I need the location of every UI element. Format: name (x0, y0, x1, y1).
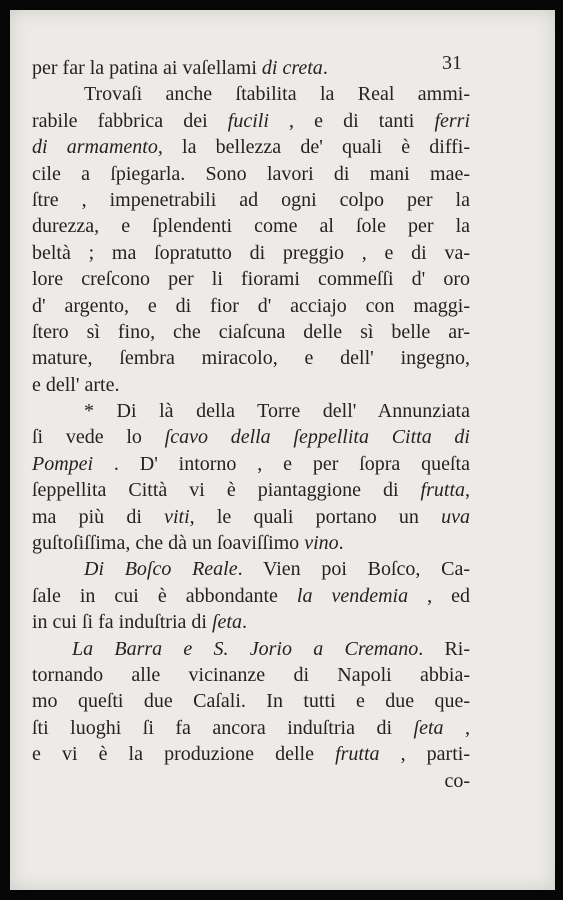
text-segment: lore creſcono per li fiorami commeſſi d' oro (32, 268, 470, 291)
text-segment: frutta (335, 743, 380, 766)
text-line (32, 345, 470, 371)
text-line (32, 451, 470, 477)
text-segment: e dell' arte. (32, 373, 120, 396)
text-segment: ſtre , impenetrabili ad ogni colpo per la (32, 188, 470, 211)
text-line (32, 134, 470, 160)
text-line (32, 424, 470, 450)
text-segment: vino (304, 532, 339, 555)
text-segment: durezza, e ſplendenti come al ſole per la (32, 215, 470, 238)
text-line (32, 609, 470, 635)
text-segment: Trovaſi anche ſtabilita la Real ammi- (84, 83, 470, 106)
text-segment: Pompei (32, 452, 94, 475)
text-line (32, 293, 470, 319)
book-page (10, 10, 555, 890)
text-segment: ſeta (413, 716, 444, 739)
text-segment: per far la patina ai vaſellami (32, 57, 262, 79)
text-segment: cile a ſpiegarla. Sono lavori di mani mae- (32, 162, 470, 185)
text-line (32, 187, 470, 213)
text-segment: ſeta (211, 611, 242, 634)
text-segment: rabile fabbrica dei (32, 109, 228, 132)
text-line (32, 81, 470, 107)
text-segment: mo queſti due Caſali. In tutti e due que- (32, 690, 470, 713)
text-segment: ſeppellita Città vi è piantaggione di (32, 479, 421, 502)
text-segment: in cui ſi fa induſtria di (32, 611, 212, 634)
text-segment: ſtero sì fino, che ciaſcuna delle sì belle ar- (32, 320, 470, 343)
text-line (32, 504, 470, 530)
text-segment: d' argento, e di fior d' acciajo con maggi- (32, 294, 470, 317)
text-line (32, 55, 470, 81)
text-segment: viti (164, 505, 190, 528)
text-segment: , (465, 479, 470, 502)
text-line (32, 636, 470, 662)
text-segment: , le quali portano un (189, 505, 442, 528)
text-segment: mature, ſembra miracolo, e dell' ingegno, (32, 347, 470, 370)
text-segment: La Barra e S. Jorio a Cremano (72, 637, 419, 660)
text-line (32, 266, 470, 292)
text-segment: . Ri- (418, 637, 471, 660)
text-segment: . (322, 57, 328, 79)
text-segment: ſcavo della ſeppellita Citta di (164, 426, 470, 449)
text-segment: guſtoſiſſima, che dà un ſoaviſſimo (32, 532, 305, 555)
text-segment: di creta (261, 57, 323, 79)
text-segment: , la bellezza de' quali è diffi- (157, 136, 470, 159)
text-line (32, 319, 470, 345)
text-segment: uva (441, 505, 470, 528)
text-segment: * Di là della Torre dell' Annunziata (84, 400, 470, 423)
text-segment: , parti- (379, 743, 470, 766)
text-segment: e vi è la produzione delle (32, 743, 336, 766)
text-line (32, 556, 470, 582)
text-line (32, 715, 470, 741)
text-line (32, 161, 470, 187)
text-line (32, 372, 470, 398)
text-line (32, 688, 470, 714)
text-segment: tornando alle vicinanze di Napoli abbia- (32, 663, 470, 686)
text-segment: ſti luoghi ſi fa ancora induſtria di (32, 716, 414, 739)
text-line (32, 530, 470, 556)
text-line (32, 477, 470, 503)
page-number: 31 (442, 52, 462, 74)
text-segment: la vendemia (296, 584, 409, 607)
text-line (32, 398, 470, 424)
text-segment: beltà ; ma ſopratutto di preggio , e di va- (32, 241, 470, 264)
text-segment: Di Boſco Reale (84, 558, 238, 581)
text-segment: frutta (420, 479, 465, 502)
text-line (32, 213, 470, 239)
text-segment: , ed (408, 584, 470, 607)
text-segment: ſi vede lo (32, 426, 165, 449)
text-segment: . Vien poi Boſco, Ca- (237, 558, 470, 581)
text-line (32, 240, 470, 266)
text-segment: . (241, 611, 247, 634)
text-line (32, 108, 470, 134)
text-line (32, 768, 470, 794)
text-segment: co- (444, 769, 470, 792)
text-segment: ma più di (32, 505, 165, 528)
text-segment: fucili (227, 109, 269, 132)
text-segment: ferri (434, 109, 470, 132)
text-segment: . D' intorno , e per ſopra queſta (93, 452, 470, 475)
text-line (32, 662, 470, 688)
text-segment: di armamento (32, 136, 158, 159)
text-segment: , e di tanti (268, 109, 435, 132)
text-line (32, 741, 470, 767)
text-segment: . (338, 532, 344, 555)
body-text (32, 55, 470, 794)
text-segment: , (443, 716, 471, 739)
text-segment: ſale in cui è abbondante (32, 584, 297, 607)
text-line (32, 583, 470, 609)
